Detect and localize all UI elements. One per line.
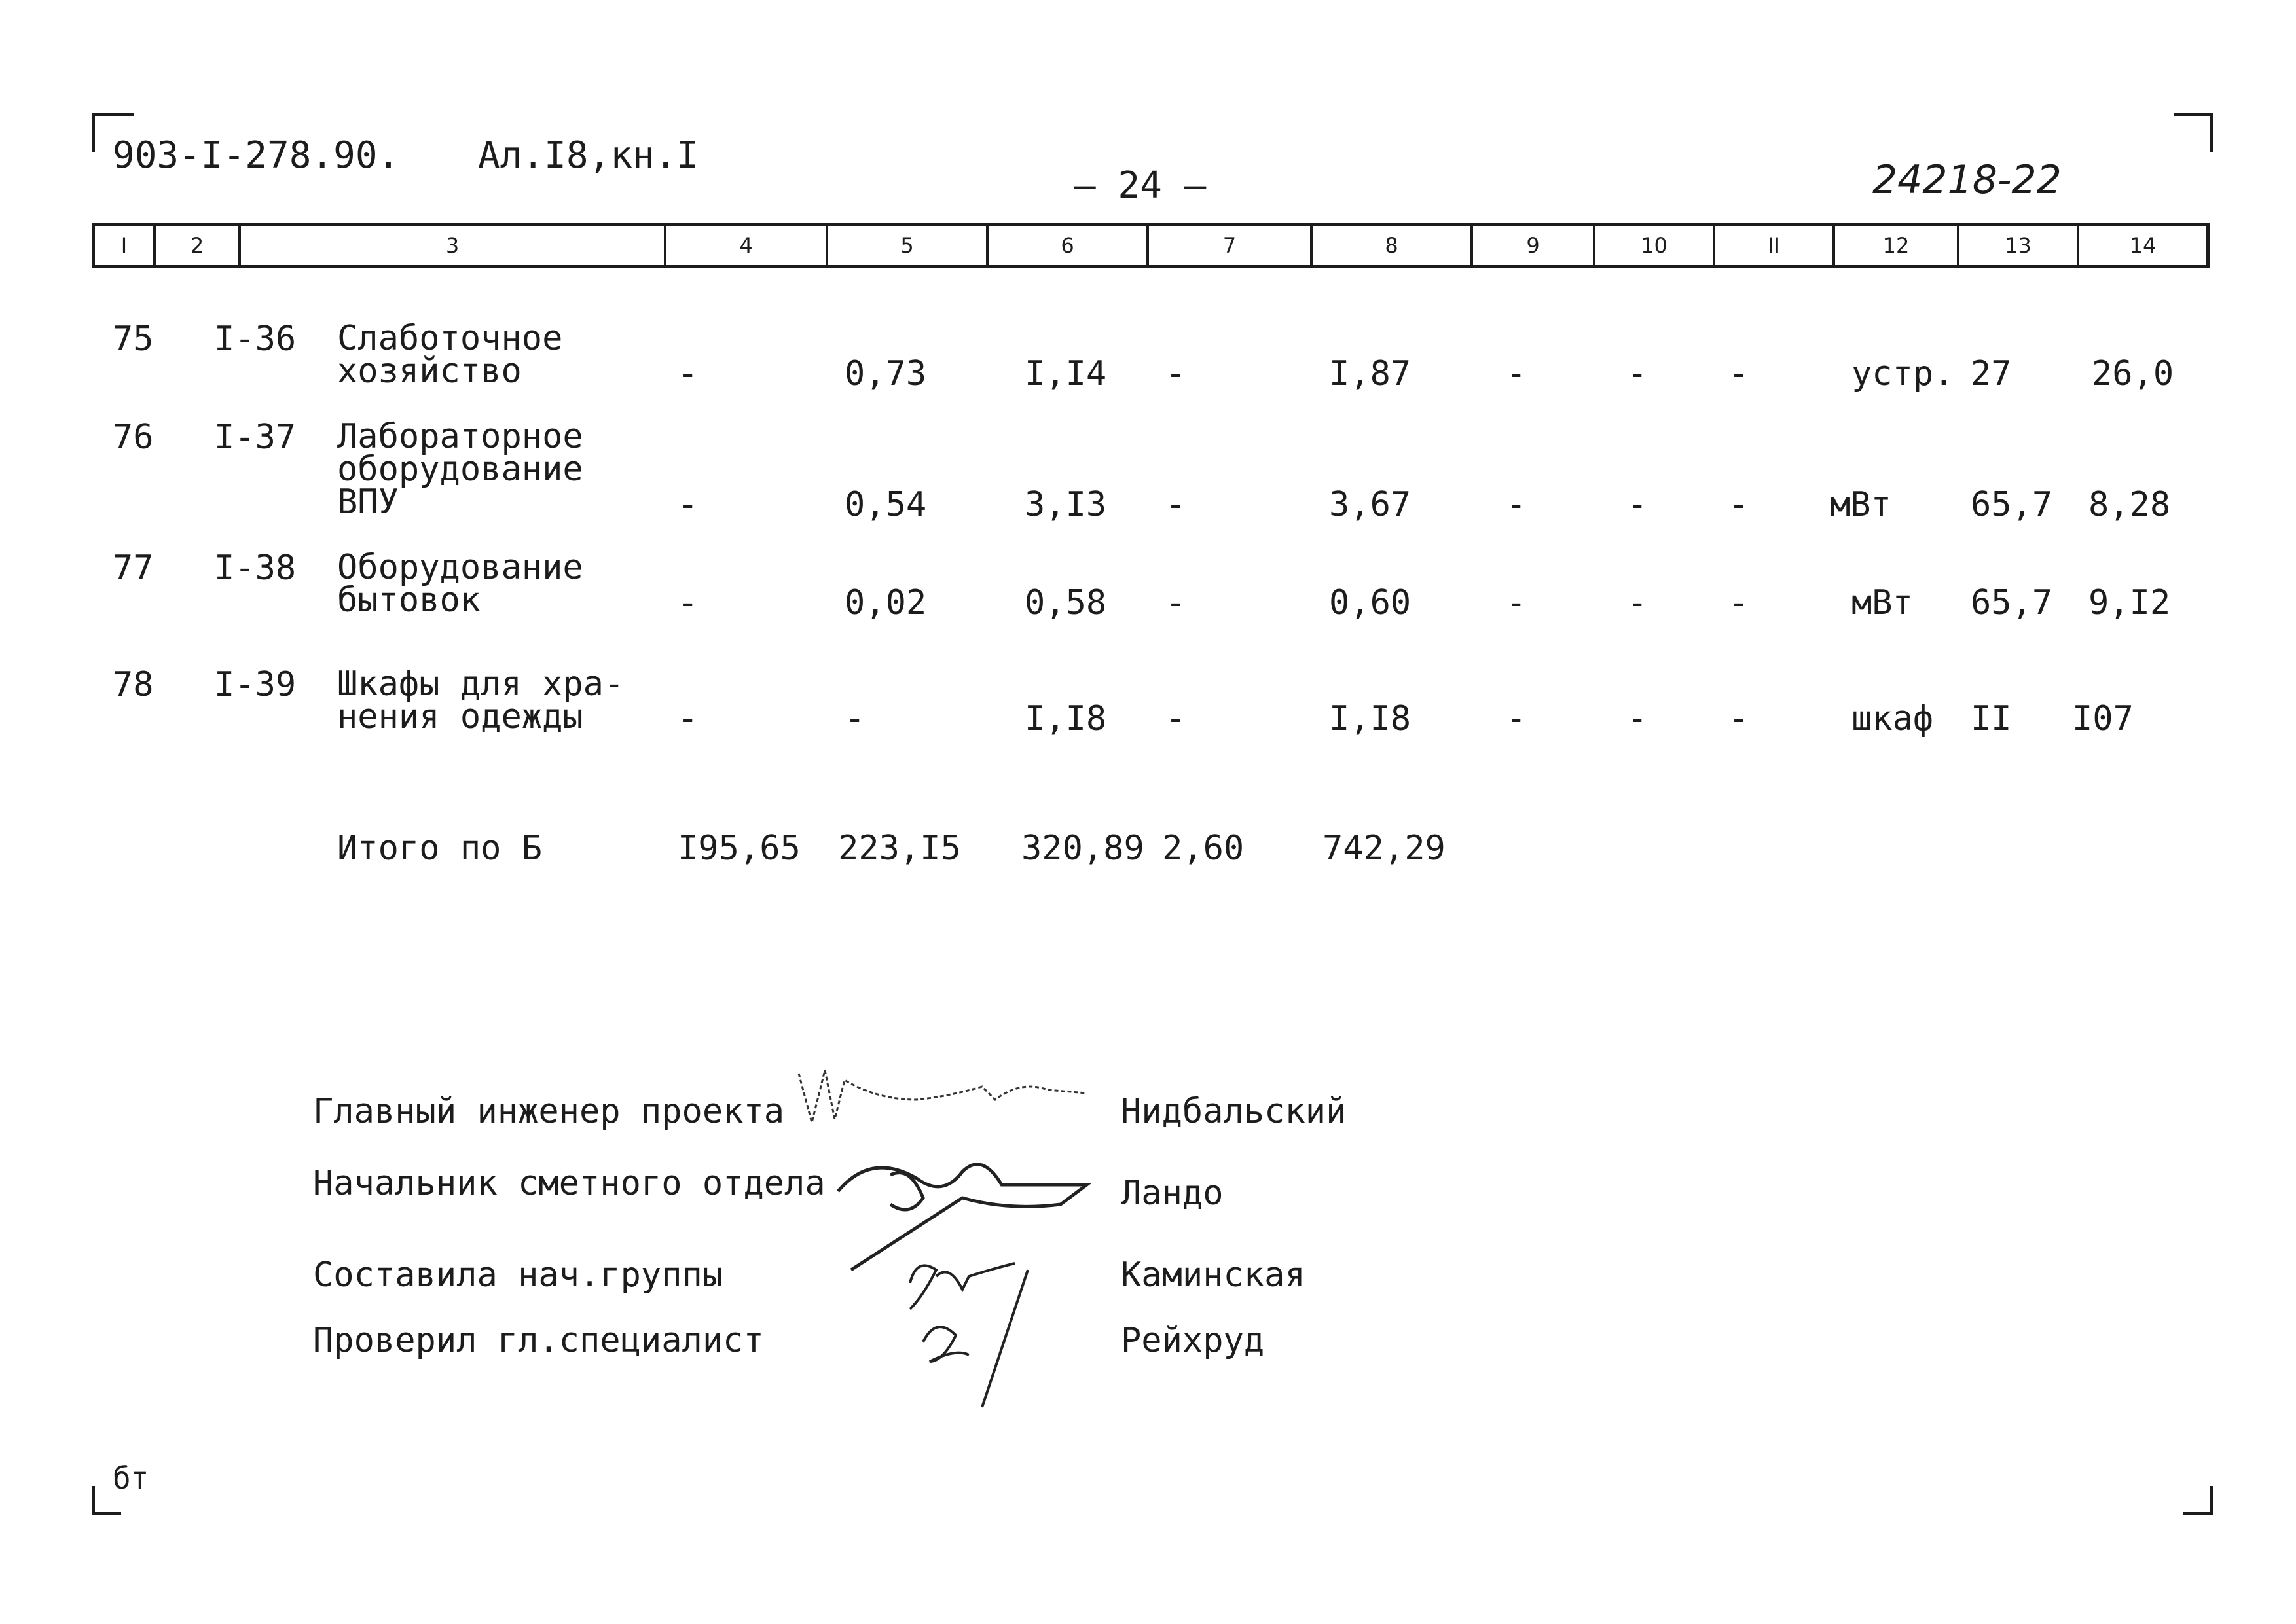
cell-col10: - (1627, 699, 1648, 738)
row-name: Слаботочное хозяйство (337, 319, 563, 391)
column-number: 14 (2129, 233, 2157, 258)
row-number: 75 (113, 319, 154, 359)
cell-unit: мВт (1851, 583, 1913, 623)
cell-col8: 0,60 (1329, 583, 1412, 623)
cell-col5: 0,73 (845, 354, 927, 393)
cell-col4: - (678, 699, 699, 738)
column-number: I (95, 226, 156, 265)
cell-col14: I07 (2072, 699, 2134, 738)
album-reference: Ал.I8,кн.I (478, 134, 699, 177)
cell-col6: I,I4 (1025, 354, 1107, 393)
column-number: 3 (241, 226, 666, 265)
cell-col14: 26,0 (2092, 354, 2174, 393)
total-col7: 2,60 (1162, 829, 1245, 868)
footer-mark: бт (113, 1460, 149, 1496)
cell-col11: - (1728, 699, 1749, 738)
cell-col13: 27 (1971, 354, 2012, 393)
cell-col5: 0,02 (845, 583, 927, 623)
row-name: Оборудование бытовок (337, 548, 583, 620)
cell-col7: - (1165, 583, 1186, 623)
column-number: 7 (1149, 226, 1313, 265)
column-number: 4 (666, 226, 828, 265)
cell-col11: - (1728, 354, 1749, 393)
cell-col5: 0,54 (845, 485, 927, 524)
row-code: I-36 (214, 319, 297, 359)
signature-role: Проверил гл.специалист (313, 1321, 764, 1360)
row-code: I-38 (214, 549, 297, 588)
cell-col13: 65,7 (1971, 485, 2053, 524)
document-code: 903-I-278.90. (113, 134, 400, 177)
cell-col11: - (1728, 485, 1749, 524)
column-number: 6 (989, 226, 1149, 265)
page-number: — 24 — (1074, 164, 1207, 207)
cell-col11: - (1728, 583, 1749, 623)
row-number: 77 (113, 549, 154, 588)
row-name: Шкафы для хра- нения одежды (337, 664, 625, 736)
cell-col5: - (845, 699, 866, 738)
signature-role: Главный инженер проекта (313, 1092, 785, 1131)
cell-col8: I,87 (1329, 354, 1412, 393)
column-number: 5 (828, 226, 989, 265)
cell-col4: - (678, 583, 699, 623)
cell-col4: - (678, 485, 699, 524)
total-col8: 742,29 (1322, 829, 1446, 868)
column-number: 13 (1959, 226, 2079, 265)
corner-mark-bottom-right (2183, 1486, 2213, 1515)
signature-name: Ландо (1121, 1174, 1224, 1213)
row-number: 78 (113, 665, 154, 704)
column-number: 2 (156, 226, 241, 265)
cell-col6: 0,58 (1025, 583, 1107, 623)
total-col6: 320,89 (1021, 829, 1144, 868)
cell-col10: - (1627, 354, 1648, 393)
signature-name: Нидбальский (1121, 1092, 1347, 1131)
cell-col10: - (1627, 583, 1648, 623)
column-number: II (1715, 226, 1835, 265)
cell-col14: 8,28 (2088, 485, 2171, 524)
cell-col9: - (1506, 699, 1527, 738)
signature-scribble-group-heads (897, 1250, 1067, 1414)
column-number-header (92, 223, 2210, 268)
column-number: 12 (1835, 226, 1959, 265)
total-label: Итого по Б (337, 829, 543, 868)
cell-col7: - (1165, 485, 1186, 524)
archive-number: 24218-22 (1872, 157, 2062, 203)
column-number: 8 (1313, 226, 1473, 265)
row-code: I-37 (214, 418, 297, 457)
column-number: 9 (1473, 226, 1595, 265)
column-number: 10 (1595, 226, 1715, 265)
cell-col7: - (1165, 354, 1186, 393)
cell-col9: - (1506, 583, 1527, 623)
cell-col13: II (1971, 699, 2012, 738)
signature-name: Рейхруд (1121, 1321, 1265, 1360)
signature-scribble-chief-engineer (786, 1060, 1100, 1139)
cell-col10: - (1627, 485, 1648, 524)
cell-unit: устр. (1851, 354, 1954, 393)
cell-col7: - (1165, 699, 1186, 738)
row-number: 76 (113, 418, 154, 457)
signature-role: Составила нач.группы (313, 1255, 723, 1295)
cell-col6: 3,I3 (1025, 485, 1107, 524)
cell-col9: - (1506, 485, 1527, 524)
cell-col9: - (1506, 354, 1527, 393)
signature-role: Начальник сметного отдела (313, 1164, 826, 1203)
cell-unit: мВт (1830, 485, 1891, 524)
corner-mark-top-right (2174, 113, 2213, 152)
total-col4: I95,65 (678, 829, 801, 868)
cell-col13: 65,7 (1971, 583, 2053, 623)
cell-col14: 9,I2 (2088, 583, 2171, 623)
cell-col8: I,I8 (1329, 699, 1412, 738)
cell-col8: 3,67 (1329, 485, 1412, 524)
cell-col6: I,I8 (1025, 699, 1107, 738)
row-name: Лабораторное оборудование ВПУ (337, 417, 583, 522)
signature-name: Каминская (1121, 1255, 1305, 1295)
row-code: I-39 (214, 665, 297, 704)
cell-col4: - (678, 354, 699, 393)
total-col5: 223,I5 (838, 829, 961, 868)
cell-unit: шкаф (1851, 699, 1934, 738)
